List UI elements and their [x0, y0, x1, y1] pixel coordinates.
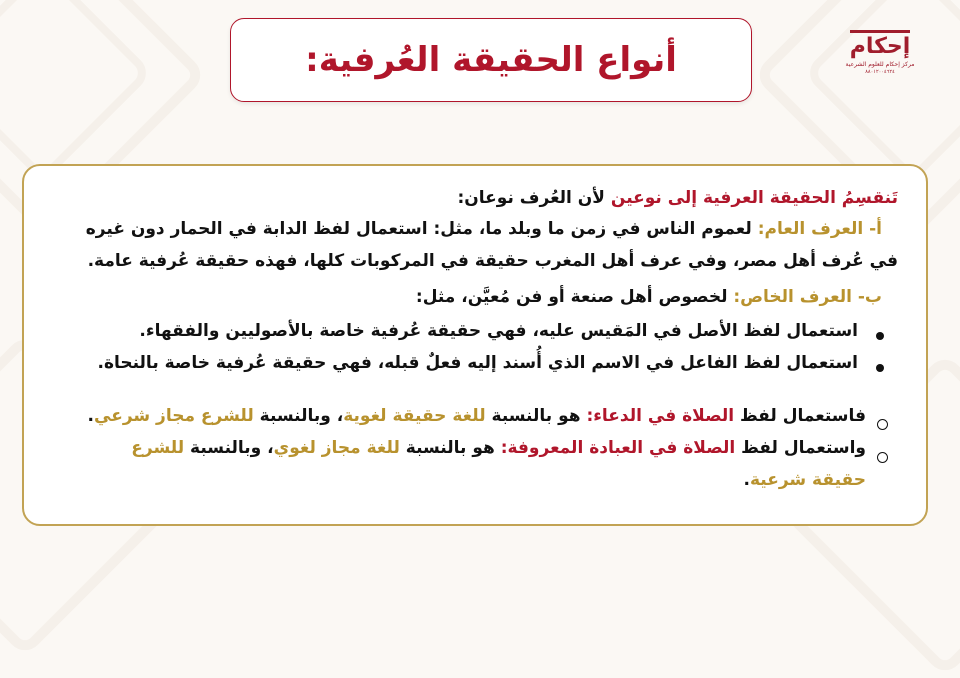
- circle-item-2-gold-2a: للشرع: [131, 438, 185, 458]
- bullet-2: [97, 353, 858, 373]
- circle-item-1-p1: فاستعمال لفظ: [734, 406, 866, 426]
- circle-item-2-p2: هو بالنسبة: [399, 438, 501, 458]
- bullet-1: [139, 321, 858, 341]
- circle-item-1: [88, 406, 866, 426]
- circle-item-2-marker: [877, 452, 888, 463]
- intro-highlight: تَنقسِمُ الحقيقة العرفية إلى نوعين: [610, 188, 898, 208]
- circle-item-1-red: الصلاة في الدعاء:: [586, 406, 735, 426]
- circle-item-1-p3: ، وبالنسبة: [253, 406, 344, 426]
- content-box: [22, 164, 928, 526]
- general-custom-line: [86, 219, 882, 239]
- intro-text: لأن العُرف نوعان:: [457, 188, 611, 208]
- general-custom-text-1: لعموم الناس في زمن ما وبلد ما، مثل: استعمال لفظ الدابة في الحمار دون غيره: [85, 219, 758, 239]
- circle-item-2-p4: .: [743, 470, 750, 490]
- bullet-1-text: استعمال لفظ الأصل في المَقيس عليه، فهي حقيقة عُرفية خاصة بالأصوليين والفقهاء.: [139, 321, 858, 341]
- slide-title: أنواع الحقيقة العُرفية:: [305, 40, 677, 80]
- circle-item-2-gold-2b: حقيقة شرعية: [749, 470, 866, 490]
- circle-item-2-gold-1: للغة مجاز لغوي: [273, 438, 400, 458]
- special-custom-text: لخصوص أهل صنعة أو فن مُعيَّن، مثل:: [415, 287, 734, 307]
- logo: [845, 30, 915, 92]
- intro-line: [457, 188, 898, 208]
- title-box: [230, 18, 752, 102]
- general-custom-text-2: في عُرف أهل مصر، وفي عرف أهل المغرب حقيقة في المركوبات كلها، فهذه حقيقة عُرفية عامة.: [87, 251, 898, 271]
- bullet-2-text: استعمال لفظ الفاعل في الاسم الذي أُسند إليه فعلٌ قبله، فهي حقيقة عُرفية خاصة بالنحاة.: [97, 353, 858, 373]
- circle-item-1-p4: .: [87, 406, 95, 426]
- circle-item-1-marker: [877, 419, 888, 430]
- circle-item-2-cont: [743, 470, 866, 490]
- special-custom-line: [416, 287, 882, 307]
- logo-mark: إحكام: [850, 30, 911, 59]
- circle-item-2-p1: واستعمال لفظ: [735, 438, 866, 458]
- circle-item-1-gold-1: للغة حقيقة لغوية: [343, 406, 486, 426]
- logo-subtitle: مركز إحكام للعلوم الشرعية: [845, 61, 915, 68]
- circle-item-2-p3: ، وبالنسبة: [184, 438, 274, 458]
- circle-item-1-p2: هو بالنسبة: [485, 406, 587, 426]
- circle-item-2-red: الصلاة في العبادة المعروفة:: [500, 438, 736, 458]
- circle-item-2: [131, 438, 866, 458]
- circle-item-1-gold-2: للشرع مجاز شرعي: [94, 406, 254, 426]
- general-custom-label: أ- العرف العام:: [757, 219, 882, 239]
- general-custom-line-2: [88, 251, 898, 271]
- logo-number: ٨٨٠١٢٠٠٤٦٢٤: [865, 69, 895, 75]
- special-custom-label: ب- العرف الخاص:: [733, 287, 882, 307]
- bullet-1-marker: [876, 332, 884, 340]
- bullet-2-marker: [876, 364, 884, 372]
